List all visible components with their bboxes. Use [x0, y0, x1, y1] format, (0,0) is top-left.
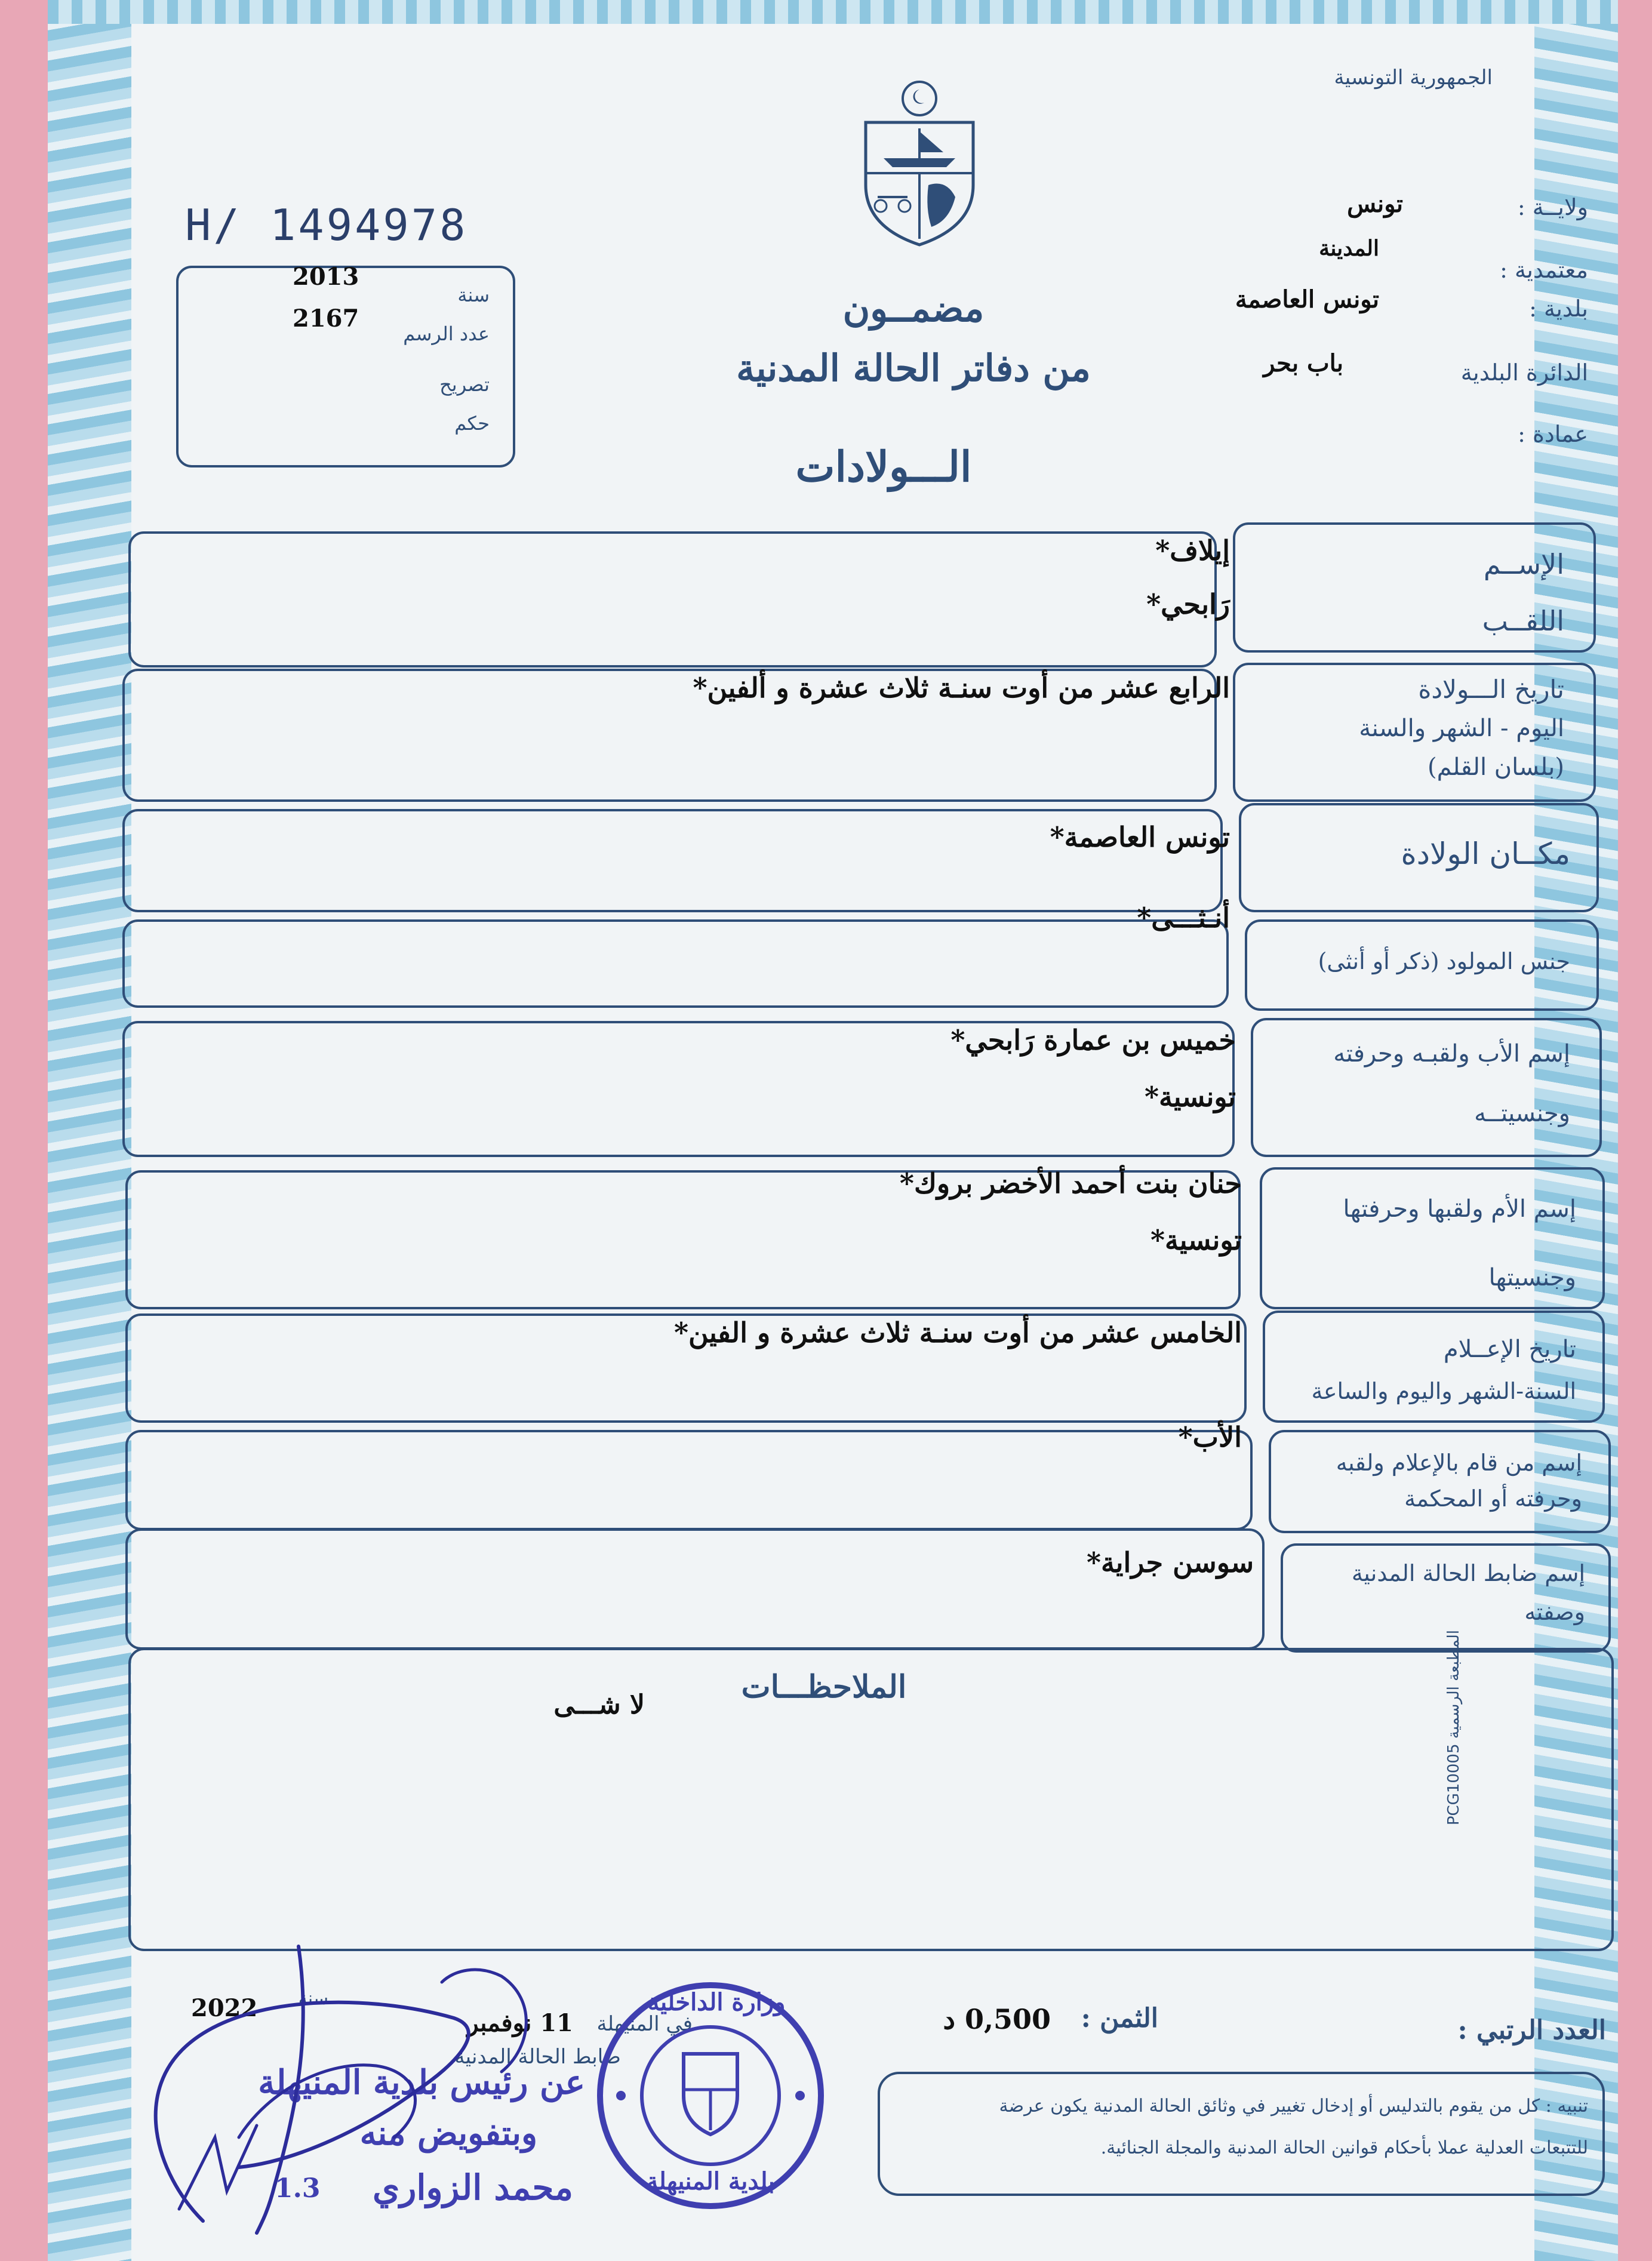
officer-label1: إسم ضابط الحالة المدنية — [1351, 1560, 1585, 1586]
daira-value: باب بحر — [1263, 349, 1343, 377]
warning-line2: للتتبعات العدلية عملا بأحكام قوانين الحالة المدنية والمجلة الجنائية. — [1100, 2137, 1588, 2158]
title-line2: من دفاتر الحالة المدنية — [736, 346, 1091, 390]
report-date-label2: السنة-الشهر واليوم والساعة — [1311, 1378, 1576, 1404]
wilaya-label: ولايــة : — [1517, 194, 1588, 220]
report-date-value: الخامس عشر من أوت سنـة ثلاث عشرة و الفين* — [673, 1316, 1242, 1349]
stamp-line1: عن رئيس بلدية المنيهلة — [258, 2063, 585, 2102]
footer-year-value: 2022 — [191, 1994, 258, 2022]
stamp-line3: محمد الزواري — [373, 2167, 573, 2208]
price-value: 0,500 د — [943, 2003, 1051, 2035]
wilaya-value: تونس — [1347, 190, 1403, 218]
warning-box — [878, 2072, 1605, 2196]
footer-date-value: 11 نوفمبر — [467, 2009, 573, 2037]
sex-label: جنس المولود (ذكر أو أنثى) — [1318, 948, 1570, 974]
father-label1: إسم الأب ولقبـه وحرفته — [1333, 1040, 1570, 1068]
reporter-label1: إسم من قام بالإعلام ولقبه — [1336, 1450, 1582, 1476]
officer-value: سوسن جراية* — [1087, 1546, 1254, 1579]
price-label: الثمن : — [1081, 2003, 1158, 2034]
register-number-label: عدد الرسم — [403, 322, 490, 345]
stamp-number: 1.3 — [275, 2173, 321, 2204]
register-number-value: 2167 — [293, 304, 359, 333]
dob-label3: (بلسان القلم) — [1428, 753, 1564, 781]
baladiya-value: تونس العاصمة — [1235, 285, 1379, 313]
father-value2: تونسية* — [1144, 1081, 1236, 1113]
name-value: إيلاف* — [1155, 534, 1230, 567]
republic-label: الجمهورية التونسية — [1334, 66, 1493, 90]
left-border-pattern — [48, 0, 131, 2261]
pob-value: تونس العاصمة* — [1050, 821, 1230, 853]
mutamadiya-value: المدينة — [1319, 236, 1379, 261]
surname-value: رَابحي* — [1146, 588, 1230, 620]
father-label2: وجنسيتــه — [1474, 1100, 1570, 1127]
surname-label: اللقــب — [1482, 605, 1564, 637]
coat-of-arms-icon — [830, 78, 1009, 251]
reporter-label2: وحرفته أو المحكمة — [1404, 1485, 1582, 1512]
imada-label: عمادة : — [1518, 421, 1588, 447]
remarks-value: لا شـــى — [553, 1690, 645, 1720]
report-date-label1: تاريخ الإعــلام — [1443, 1336, 1576, 1363]
title-line1: مضمــون — [842, 287, 985, 330]
seal-top-text: وزارة الداخلية — [647, 1988, 786, 2016]
footer-officer-title: ضابط الحالة المدنية — [454, 2045, 621, 2069]
mother-label1: إسم الأم ولقبها وحرفتها — [1343, 1195, 1576, 1223]
serial-number: H/ 1494978 — [185, 200, 468, 250]
dob-label2: اليوم - الشهر والسنة — [1359, 715, 1564, 742]
seal-bottom-text: بلدية المنيهلة — [646, 2167, 775, 2195]
side-print: المطبعة الرسمية PCG10005 — [1445, 1630, 1463, 1826]
dob-value: الرابع عشر من أوت سنـة ثلاث عشرة و ألفين* — [693, 672, 1230, 704]
mother-label2: وجنسيتها — [1488, 1264, 1576, 1291]
register-year-label: سنة — [457, 284, 490, 306]
mother-value1: حنان بنت أحمد الأخضر بروك* — [899, 1167, 1242, 1199]
baladiya-label: بلدية : — [1529, 296, 1588, 322]
register-judgment-label: حكم — [454, 412, 490, 435]
name-label: الإســم — [1483, 548, 1564, 580]
mother-value2: تونسية* — [1150, 1224, 1242, 1256]
pob-label: مكــان الولادة — [1401, 836, 1570, 871]
reporter-value: الأب* — [1178, 1421, 1242, 1453]
footer-place: في المنيهلة — [596, 2012, 693, 2036]
register-year-value: 2013 — [293, 263, 359, 291]
daira-label: الدائرة البلدية — [1460, 359, 1588, 386]
register-declaration-label: تصريح — [439, 373, 490, 396]
footer-serial-label: العدد الرتبي : — [1457, 2015, 1606, 2045]
dob-label1: تاريخ الـــولادة — [1418, 675, 1564, 704]
footer-year-label: سنة — [298, 1988, 328, 2009]
remarks-label: الملاحظـــات — [741, 1669, 907, 1705]
father-value1: خميس بن عمارة رَابحي* — [950, 1024, 1236, 1056]
mutamadiya-label: معتمدية : — [1500, 257, 1588, 283]
document-paper — [48, 0, 1618, 2261]
officer-label2: وصفته — [1524, 1599, 1585, 1625]
signature-icon — [119, 1911, 657, 2245]
section-title: الـــولادات — [795, 442, 972, 491]
stamp-line2: وبتفويض منه — [359, 2114, 537, 2153]
top-border-pattern — [48, 0, 1618, 24]
sex-value: أنـثـــى* — [1137, 902, 1230, 934]
warning-line1: تنبيه : كل من يقوم بالتدليس أو إدخال تغيير في وثائق الحالة المدنية يكون عرضة — [999, 2096, 1588, 2117]
